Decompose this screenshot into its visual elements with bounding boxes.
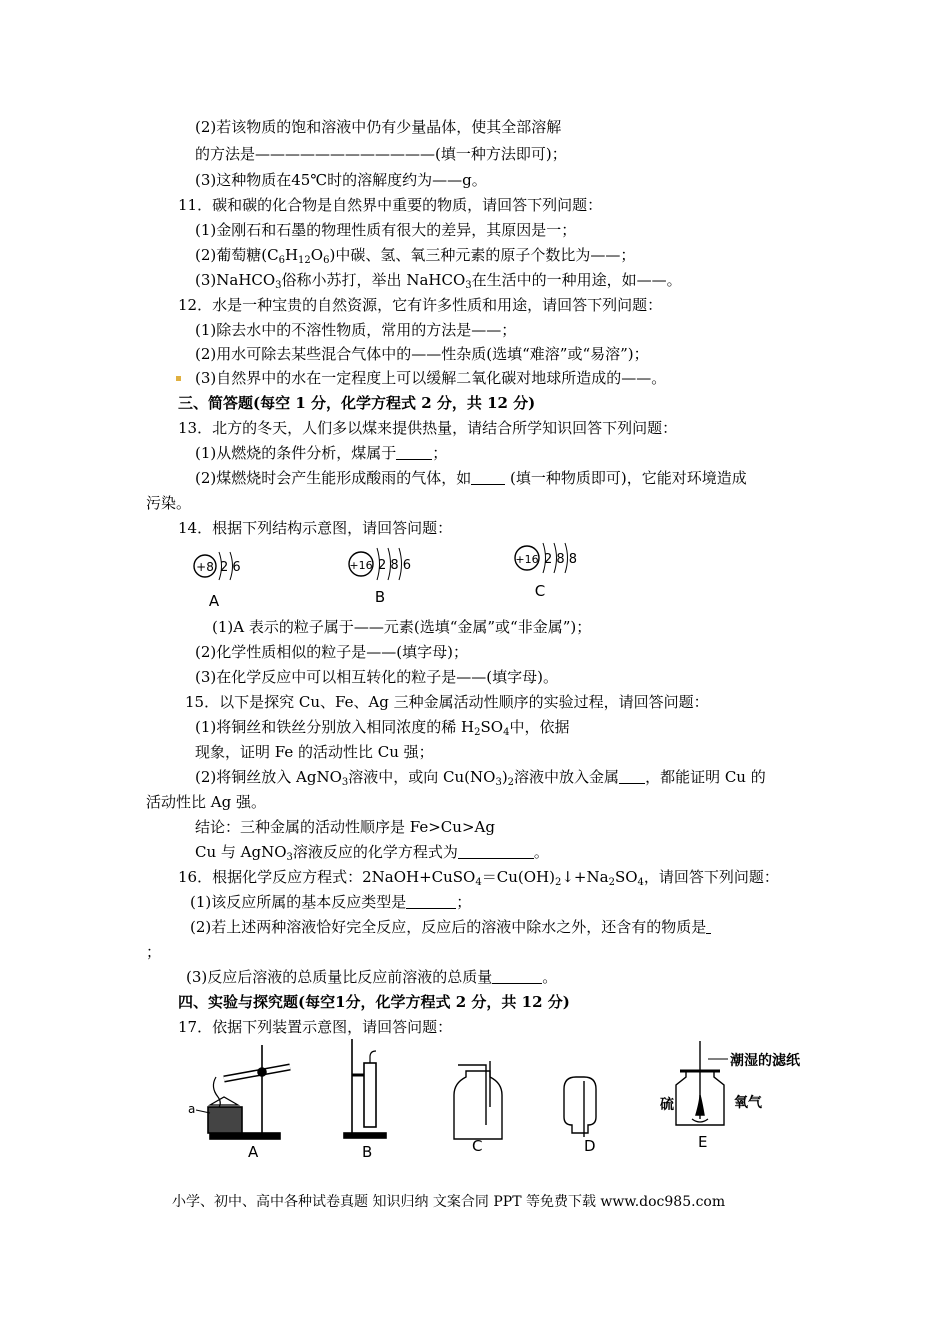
- atom-structure-diagrams: [185, 540, 605, 612]
- apparatus-e-oxygen-label: 氧气: [734, 1095, 762, 1111]
- atom-c-shells: 2 8 8: [544, 552, 578, 567]
- question-17: 17．依据下列装置示意图，请回答问题：: [178, 1018, 453, 1036]
- bullet-mark: [176, 376, 181, 381]
- text-line: (2)葡萄糖$(C_6H_{12}O_6)$中碳、氢、氧三种元素的原子个数比为——；: [195, 246, 636, 266]
- apparatus-b-label: B: [362, 1143, 373, 1161]
- atom-a-diagram: [194, 552, 241, 580]
- question-16: 16．根据化学反应方程式：$2NaOH+CuSO_4=Cu(OH)_2↓+Na_2SO_4$，请回答下列问题：: [178, 868, 779, 888]
- question-13: 13．北方的冬天，人们多以煤来提供热量，请结合所学知识回答下列问题：: [178, 419, 678, 437]
- apparatus-a: [208, 1045, 290, 1139]
- apparatus-a-part-label: a: [188, 1102, 196, 1116]
- page-footer: 小学、初中、高中各种试卷真题 知识归纳 文案合同 PPT 等免费下载 www.doc985.com: [172, 1194, 726, 1210]
- question-12: 12．水是一种宝贵的自然资源，它有许多性质和用途，请回答下列问题：: [178, 296, 663, 314]
- text-line: (3)反应后溶液的总质量比反应前溶液的总质量 。: [186, 968, 558, 986]
- text-line: (2)用水可除去某些混合气体中的——性杂质(选填“难溶”或“易溶”)；: [195, 345, 649, 363]
- text-line: (3)自然界中的水在一定程度上可以缓解二氧化碳对地球所造成的——。: [195, 369, 667, 387]
- apparatus-b: [344, 1039, 386, 1138]
- section-3-heading: 三、简答题(每空 1 分，化学方程式 2 分，共 12 分): [178, 394, 536, 412]
- atom-c-diagram: [515, 543, 577, 573]
- text-line: (1)A 表示的粒子属于——元素(选填“金属”或“非金属”)；: [212, 618, 592, 636]
- text-line: (2)若上述两种溶液恰好完全反应，反应后的溶液中除水之外，还含有的物质是: [190, 917, 711, 937]
- apparatus-a-label: A: [248, 1143, 259, 1161]
- atom-b-diagram: [349, 548, 411, 580]
- text-line: (1)除去水中的不溶性物质，常用的方法是——；: [195, 321, 517, 339]
- atom-a-nucleus: +8: [196, 560, 214, 574]
- apparatus-diagram: [180, 1037, 820, 1165]
- atom-b-nucleus: +16: [349, 559, 373, 572]
- atom-a-label: A: [208, 592, 220, 610]
- apparatus-d: [564, 1077, 596, 1137]
- text-line: 现象，证明 Fe 的活动性比 Cu 强；: [195, 743, 434, 761]
- apparatus-e-paper-label: 潮湿的滤纸: [730, 1053, 800, 1069]
- text-line: 活动性比 Ag 强。: [146, 793, 266, 811]
- atom-a-shells: 2 6: [220, 560, 241, 575]
- apparatus-c: [454, 1061, 502, 1139]
- atom-c-nucleus: +16: [515, 553, 539, 566]
- text-line: (1)从燃烧的条件分析，煤属于 ；: [195, 444, 448, 462]
- apparatus-e-label: E: [698, 1133, 708, 1151]
- apparatus-d-label: D: [584, 1137, 596, 1155]
- atom-c-label: C: [534, 582, 546, 600]
- question-11: 11．碳和碳的化合物是自然界中重要的物质，请回答下列问题：: [178, 196, 603, 214]
- text-line: (2)化学性质相似的粒子是——(填字母)；: [195, 643, 468, 661]
- text-line: (3)NaHCO$_3$俗称小苏打，举出 NaHCO$_3$在生活中的一种用途，如——。: [195, 271, 682, 291]
- question-14: 14．根据下列结构示意图，请回答问题：: [178, 519, 453, 537]
- text-line: (1)金刚石和石墨的物理性质有很大的差异，其原因是一；: [195, 221, 577, 239]
- atom-b-label: B: [374, 588, 386, 606]
- text-line: (2)若该物质的饱和溶液中仍有少量晶体，使其全部溶解: [195, 118, 562, 136]
- text-line: (1)将铜丝和铁丝分别放入相同浓度的稀 $H_2SO_4$中，依据: [195, 718, 570, 738]
- text-line: (2)煤燃烧时会产生能形成酸雨的气体，如 (填一种物质即可)，它能对环境造成: [195, 469, 747, 487]
- question-15: 15．以下是探究 Cu、Fe、Ag 三种金属活动性顺序的实验过程，请回答问题：: [185, 693, 709, 711]
- text-line: 污染。: [146, 494, 192, 512]
- text-line: Cu 与 AgNO$_3$溶液反应的化学方程式为 。: [195, 843, 549, 863]
- atom-b-shells: 2 8 6: [378, 558, 412, 573]
- apparatus-c-label: C: [472, 1137, 483, 1155]
- text-line: 结论：三种金属的活动性顺序是 Fe>Cu>Ag: [195, 818, 495, 836]
- text-line: 的方法是————————————(填一种方法即可)；: [195, 145, 567, 163]
- text-line: (3)在化学反应中可以相互转化的粒子是——(填字母)。: [195, 668, 558, 686]
- text-line: (3)这种物质在45℃时的溶解度约为——g。: [195, 171, 487, 189]
- apparatus-e: [676, 1041, 724, 1125]
- apparatus-e-sulfur-label: 硫: [660, 1097, 674, 1113]
- text-line: (1)该反应所属的基本反应类型是 ；: [190, 893, 472, 911]
- text-line: (2)将铜丝放入 AgNO$_3$溶液中，或向 $Cu(NO_3)_2$溶液中放入金属 ，都能证明 Cu 的: [195, 768, 766, 788]
- section-4-heading: 四、实验与探究题(每空1分，化学方程式 2 分，共 12 分): [178, 993, 570, 1011]
- text-line: ；: [146, 943, 162, 961]
